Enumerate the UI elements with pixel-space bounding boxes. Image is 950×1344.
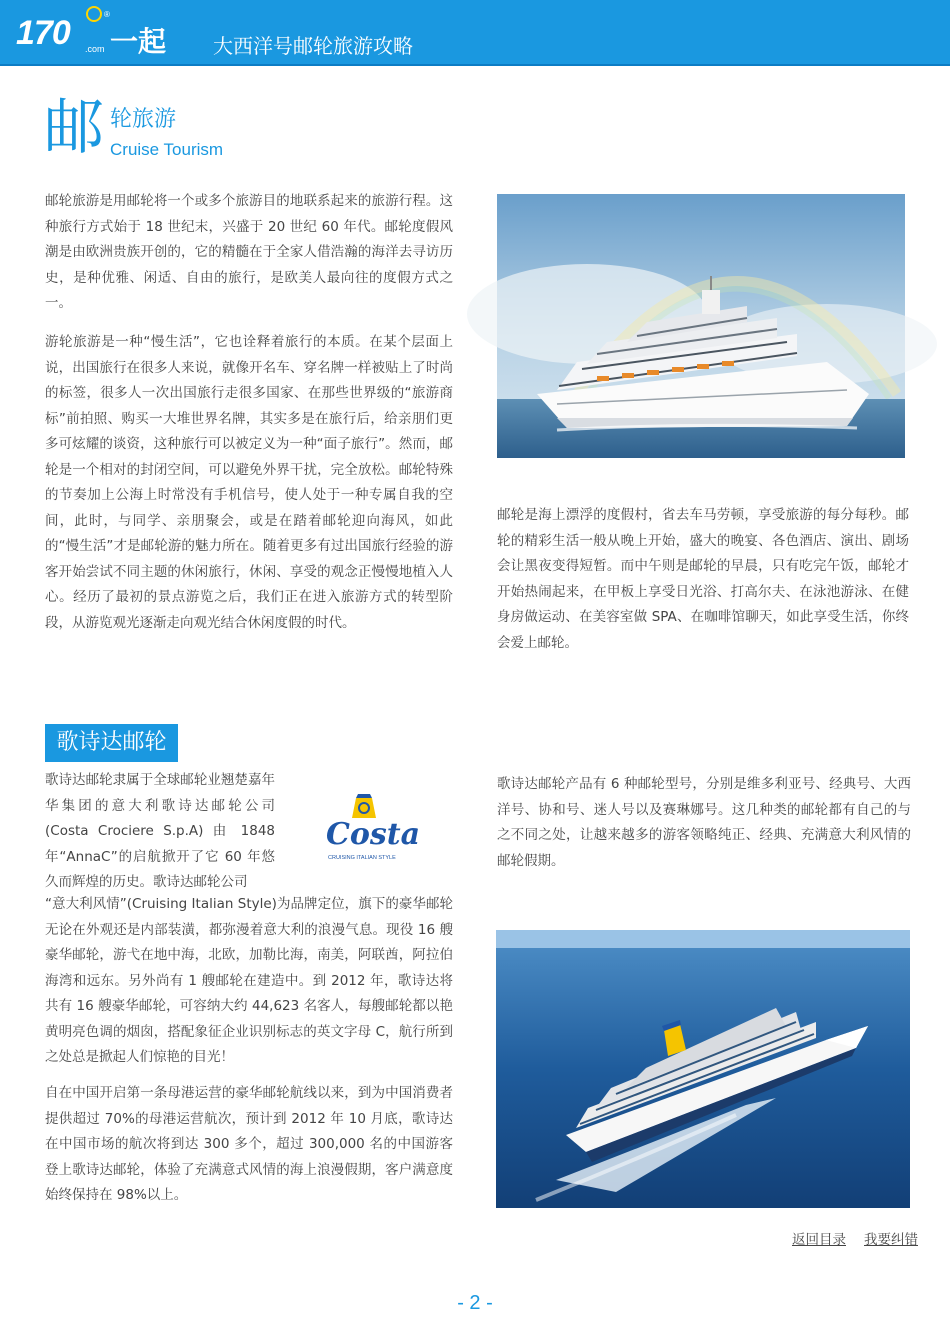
- header-bar: [0, 0, 950, 98]
- logo-chinese: 一起游: [110, 25, 167, 98]
- costa-logo-tagline: CRUISING ITALIAN STYLE: [328, 855, 396, 861]
- section-title: 轮旅游: [110, 107, 177, 132]
- section-tag-costa: 歌诗达邮轮: [45, 724, 178, 762]
- intro-paragraph: 邮轮旅游是用邮轮将一个或多个旅游目的地联系起来的旅游行程。这种旅行方式始于 18 世纪末，兴盛于 20 世纪 60 年代。邮轮度假风潮是由欧洲贵族开创的，它的精髓在于全家人借浩瀚的海洋去寻访历史，是种优雅、闲适、自由的旅行，是欧美人最向往的度假方式之一。: [45, 193, 453, 311]
- report-error-link[interactable]: 我要纠错: [864, 1232, 918, 1248]
- section-title-english: Cruise Tourism: [110, 140, 224, 159]
- cruise-ship-photo: [497, 194, 905, 458]
- costa-ship-photo: [496, 930, 910, 1208]
- slow-life-paragraph: 游轮旅游是一种“慢生活”，它也诠释着旅行的本质。在某个层面上说，出国旅行在很多人来说，就像开名车、穿名牌一样被贴上了时尚的标签，很多人一次出国旅行走很多国家、在那些世界级的“旅游商标”前拍照、购买一大堆世界名牌，其实多是在旅行后，给亲朋们更多可炫耀的谈资，这种旅行可以被定义为一种“面子旅行”。然而，邮轮是一个相对的封闭空间，可以避免外界干扰，完全放松。邮轮特殊的节奏加上公海上时常没有手机信号，使人处于一种专属自我的空间，此时，与同学、亲朋聚会，或是在踏着邮轮迎向海风，如此的“慢生活”才是邮轮游的魅力所在。随着更多有过出国旅行经验的游客开始尝试不同主题的休闲旅行，休闲、享受的观念正慢慢地植入人心。经历了最初的景点游览之后，我们正在进入旅游方式的转型阶段，从游览观光逐渐走向观光结合休闲度假的时代。: [45, 334, 453, 631]
- costa-brand-paragraph: “意大利风情”(Cruising Italian Style)为品牌定位，旗下的豪华邮轮无论在外观还是内部装潢，都弥漫着意大利的浪漫气息。现役 16 艘豪华邮轮，游弋在地中海，北欧，加勒比海，南美，阿联酋，阿拉伯海湾和远东。另外尚有 1 艘邮轮在建造中。到 2012 年，歌诗达将共有 16 艘豪华邮轮，可容纳大约 44,623 名客人，每艘邮轮都以艳黄明亮色调的烟囱，搭配象征企业识别标志的英文字母 C，航行所到之处总是掀起人们惊艳的目光！: [45, 896, 453, 1065]
- costa-china-paragraph: 自在中国开启第一条母港运营的豪华邮轮航线以来，到为中国消费者提供超过 70%的母港运营航次，预计到 2012 年 10 月底，歌诗达在中国市场的航次将到达 300 多个，超过 300,000 名的中国游客登上歌诗达邮轮，体验了充满意式风情的海上浪漫假期，客户满意度始终保持在 98%以上。: [45, 1085, 453, 1203]
- costa-logo: [322, 786, 421, 866]
- sun-icon: [86, 6, 102, 22]
- site-logo[interactable]: [0, 0, 190, 98]
- back-to-contents-link[interactable]: 返回目录: [792, 1232, 846, 1248]
- costa-logo-wordmark: Costa: [326, 817, 421, 852]
- section-big-initial: 邮: [44, 93, 104, 163]
- costa-fleet-paragraph: 歌诗达邮轮产品有 6 种邮轮型号，分别是维多利亚号、经典号、大西洋号、协和号、迷人号以及赛琳娜号。这几种类的邮轮都有自己的与之不同之处，让越来越多的游客领略纯正、经典、充满意大利风情的邮轮假期。: [497, 776, 911, 869]
- logo-number: 170: [16, 14, 70, 52]
- onboard-life-paragraph: 邮轮是海上漂浮的度假村，省去车马劳顿，享受旅游的每分每秒。邮轮的精彩生活一般从晚上开始，盛大的晚宴、各色酒店、演出、剧场会让黑夜变得短暂。而中午则是邮轮的早晨，只有吃完午饭，邮轮才开始热闹起来，在甲板上享受日光浴、打高尔夫、在泳池游泳、在健身房做运动、在美容室做 SPA、在咖啡馆聊天，如此享受生活，你终会爱上邮轮。: [497, 507, 909, 651]
- costa-history-paragraph: 歌诗达邮轮隶属于全球邮轮业翘楚嘉年华集团的意大利歌诗达邮轮公司(Costa Crociere S.p.A) 由 1848 年“AnnaC”的启航掀开了它 60 年悠久而辉煌的历史。歌诗达邮轮公司: [45, 772, 275, 890]
- logo-domain: .com: [85, 44, 105, 54]
- document-title: 大西洋号邮轮旅游攻略: [213, 34, 413, 58]
- logo-registered: ®: [104, 10, 110, 19]
- page-number: - 2 -: [457, 1292, 493, 1314]
